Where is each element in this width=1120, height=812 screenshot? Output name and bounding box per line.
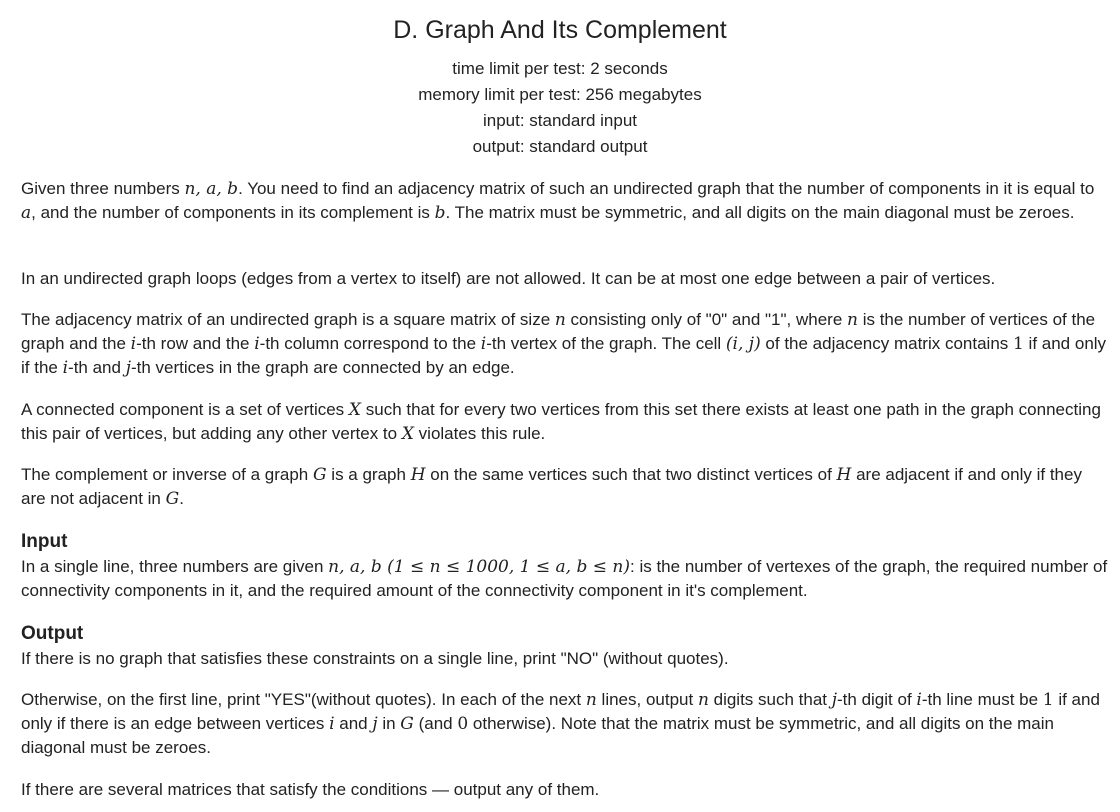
math: b: [434, 203, 446, 223]
math: i: [130, 334, 137, 354]
input-section-body: [21, 555, 1111, 603]
math: i: [254, 334, 260, 354]
math: n, a, b: [184, 179, 239, 199]
text: if and only if the: [21, 334, 1107, 377]
math: G: [165, 489, 180, 509]
text: The complement or inverse of a graph: [21, 465, 313, 484]
math: n: [554, 310, 566, 330]
text: violates this rule.: [413, 424, 546, 443]
text: , and the number of components in its complement is: [31, 203, 435, 222]
text: -th and: [68, 358, 126, 377]
math: X: [401, 424, 414, 444]
text: otherwise). Note that the matrix must be symmetric, and all digits on the main diagonal must be zeroes.: [21, 714, 1054, 757]
math: i: [329, 714, 335, 734]
text: is the number of vertices of the graph and the: [21, 310, 1096, 353]
text: lines, output: [596, 690, 698, 709]
math: j: [372, 714, 378, 734]
output-section-title: Output: [21, 623, 84, 644]
statement-paragraph-4: [21, 398, 1111, 446]
text: -th column correspond to the: [259, 334, 481, 353]
math: 1: [1042, 690, 1054, 710]
math: X: [348, 400, 362, 420]
text: -th digit of: [837, 690, 917, 709]
text: of the adjacency matrix contains: [760, 334, 1013, 353]
math: i: [916, 690, 922, 710]
input-section-title: Input: [21, 531, 68, 552]
text: In a single line, three numbers are given: [21, 557, 329, 576]
text: -th vertex of the graph. The cell: [486, 334, 726, 353]
text: are adjacent if and only if they are not adjacent in: [21, 465, 1082, 508]
text: . The matrix must be symmetric, and all digits on the main diagonal must be zeroes.: [445, 203, 1075, 222]
math: 1: [1013, 334, 1024, 354]
text: is a graph: [326, 465, 411, 484]
output-paragraph-1: If there is no graph that satisfies these constraints on a single line, print "NO" (without quotes).: [21, 649, 729, 668]
statement-paragraph-5: [21, 463, 1111, 511]
text: A connected component is a set of vertices: [21, 400, 349, 419]
text: in: [377, 714, 401, 733]
text: Given three numbers: [21, 179, 185, 198]
text: -th vertices in the graph are connected by an edge.: [130, 358, 515, 377]
math: G: [312, 465, 327, 485]
math: H: [836, 465, 852, 485]
memory-limit: memory limit per test: 256 megabytes: [418, 85, 702, 104]
text: consisting only of "0" and "1", where: [565, 310, 848, 329]
math: i: [480, 334, 487, 354]
text: -th line must be: [921, 690, 1043, 709]
math: n: [697, 690, 709, 710]
output-paragraph-2: [21, 688, 1111, 760]
output-file: output: standard output: [472, 137, 648, 156]
math: 0: [457, 714, 469, 734]
math: G: [400, 714, 414, 734]
text: digits such that: [708, 690, 832, 709]
text: -th row and the: [136, 334, 255, 353]
math: n: [585, 690, 597, 710]
text: The adjacency matrix of an undirected graph is a square matrix of size: [21, 310, 555, 329]
math: a: [21, 203, 32, 223]
statement-paragraph-3: [21, 308, 1111, 380]
math: i: [62, 358, 69, 378]
text: on the same vertices such that two distinct vertices of: [425, 465, 837, 484]
text: : is the number of vertexes of the graph, the required number of connectivity components in it, and the required amount of the connectivity component in it's complement.: [21, 557, 1108, 600]
math: (i, j): [725, 334, 761, 354]
statement-paragraph-1: [21, 177, 1111, 225]
statement-paragraph-2: In an undirected graph loops (edges from a vertex to itself) are not allowed. It can be at most one edge between a pair of vertices.: [21, 269, 996, 288]
text: . You need to find an adjacency matrix of such an undirected graph that the number of components in it is equal to: [238, 179, 1095, 198]
input-file: input: standard input: [482, 111, 638, 130]
text: such that for every two vertices from this set there exists at least one path in the graph connecting this pair of vertices, but adding any other vertex to: [21, 400, 1101, 443]
math: n: [847, 310, 858, 330]
math: j: [831, 690, 838, 710]
math: n, a, b (1 ≤ n ≤ 1000, 1 ≤ a, b ≤ n): [328, 557, 631, 577]
text: if and only if there is an edge between vertices: [21, 690, 1100, 733]
text: Otherwise, on the first line, print "YES"(without quotes). In each of the next: [21, 690, 586, 709]
time-limit: time limit per test: 2 seconds: [452, 59, 668, 78]
text: (and: [413, 714, 458, 733]
text: .: [179, 489, 184, 508]
output-paragraph-3: If there are several matrices that satisfy the conditions — output any of them.: [21, 780, 600, 799]
math: H: [410, 465, 426, 485]
problem-title: D. Graph And Its Complement: [393, 16, 727, 44]
math: j: [125, 358, 131, 378]
text: and: [334, 714, 373, 733]
